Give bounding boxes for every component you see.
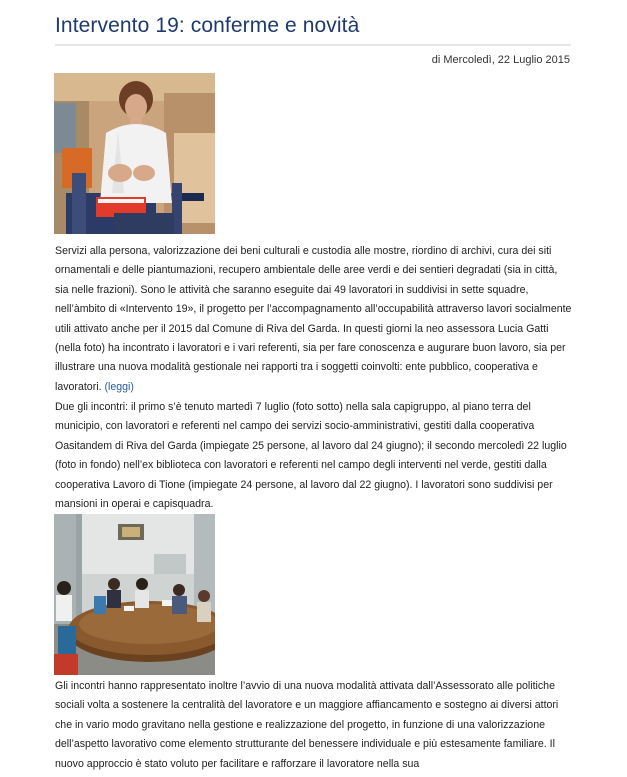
paragraph-meetings: Due gli incontri: il primo s’è tenuto martedì 7 luglio (foto sotto) nella sala capigruppo, al piano terra del municipio, con lavoratori e referenti nel campo dei servizi socio-amministrativi, gestiti dalla cooperativa Oasitandem di Riva del Garda (impiegate 25 persone, al lavoro dal 24 giugno); il secondo mercoledì 22 luglio (foto in fondo) nell’ex biblioteca con lavoratori e referenti nel campo degli interventi nel verde, gestiti dalla cooperativa Lavoro di Tione (impiegate 24 persone, al lavoro dal 22 giugno). I lavoratori sono suddivisi per mansioni in operai e capisquadra.: [55, 401, 567, 511]
paragraph-intro-text: Servizi alla persona, valorizzazione dei beni culturali e custodia alle mostre, riordino di archivi, cura dei siti ornamentali e delle piantumazioni, recupero ambientale delle aree verdi e dei sentieri degradati (sia in città, sia nelle frazioni). Sono le attività che saranno eseguite dai 49 lavoratori in suddivisi in sette squadre, nell’àmbito di «Intervento 19», il progetto per l’accompagnamento all’occupabilità attraverso lavori socialmente utili attivato anche per il 2015 dal Comune di Riva del Garda. In questi giorni la neo assessora Lucia Gatti (nella foto) ha incontrato i lavoratori e i vari referenti, sia per fare conoscenza e augurare buon lavoro, sia per illustrare una nuova modalità gestionale nei rapporti tra i soggetti coinvolti: ente pubblico, cooperativa e lavoratori.: [55, 245, 572, 393]
paragraph-new-approach: Gli incontri hanno rappresentato inoltre l’avvio di una nuova modalità attivata dall’Assessorato alle politiche sociali volta a sostenere la centralità del lavoratore e un maggiore affiancamento e sostegno ai diversi attori che in vario modo gravitano nella gestione e realizzazione del progetto, in funzione di una valorizzazione dell’aspetto lavorativo come elemento strutturante del benessere individuale e più estesamente familiare. Il nuovo approccio è stato voluto per facilitare e rafforzare il lavoratore nella sua: [55, 680, 559, 770]
photo-assessora: [54, 73, 215, 234]
photo-meeting-room: [54, 514, 215, 675]
paragraph-intro: [55, 242, 573, 397]
title-divider: [55, 44, 571, 46]
photo-meeting-room-image: [54, 514, 215, 675]
read-more-link[interactable]: (leggi): [104, 380, 134, 393]
article-date: di Mercoledì, 22 Luglio 2015: [431, 54, 570, 66]
article-title: Intervento 19: conferme e novità: [55, 14, 360, 37]
photo-assessora-image: [54, 73, 215, 234]
